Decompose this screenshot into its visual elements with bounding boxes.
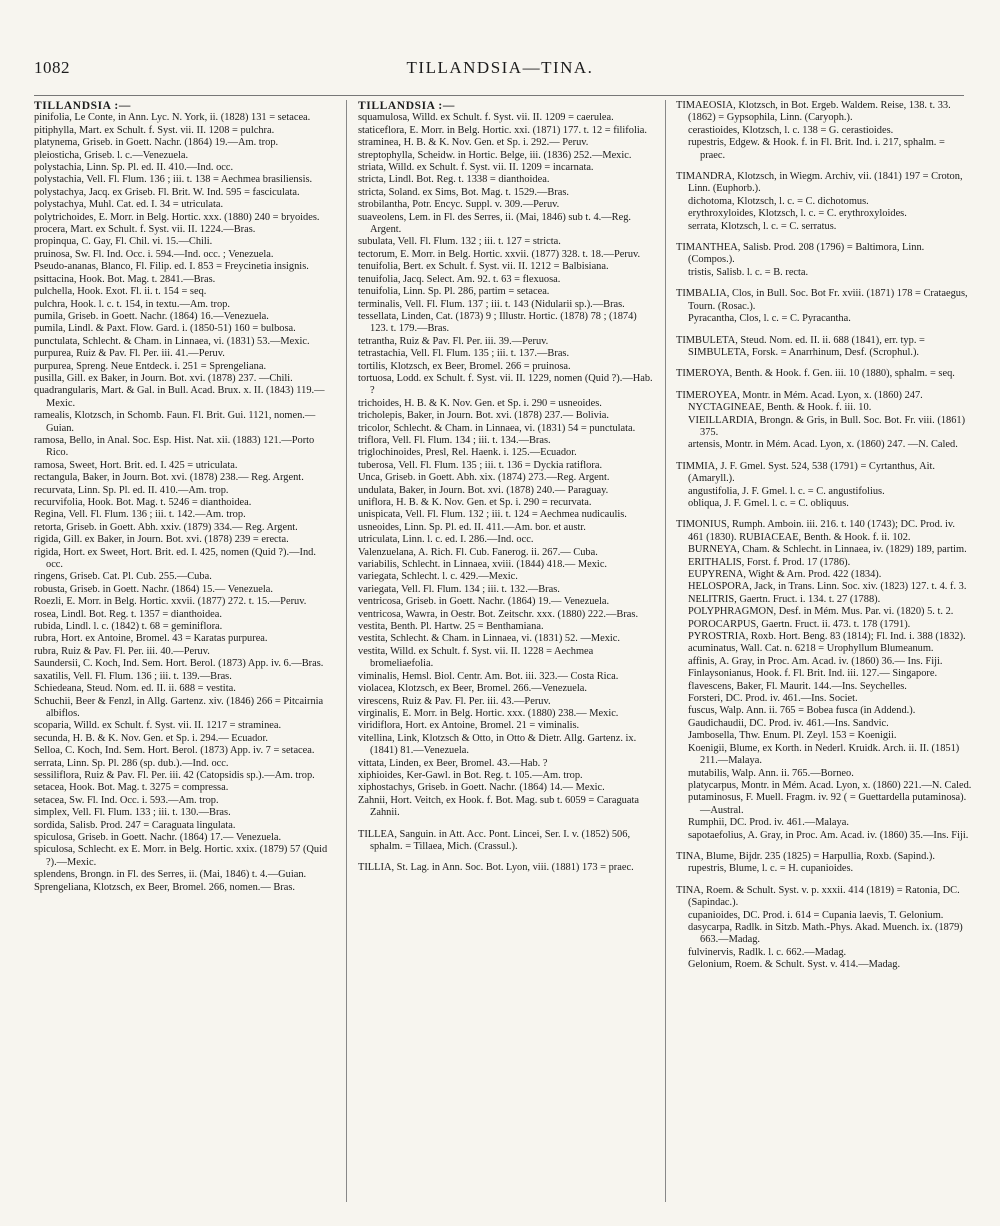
index-entry: Jambosella, Thw. Enum. Pl. Zeyl. 153 = Koenigii. xyxy=(688,730,897,742)
index-entry: dasycarpa, Radlk. in Sitzb. Math.-Phys. Akad. Muench. ix. (1879) 663.—Madag. xyxy=(688,921,963,946)
index-entry: xiphostachys, Griseb. in Goett. Nachr. (1864) 14.— Mexic. xyxy=(358,782,605,794)
index-entry: scoparia, Willd. ex Schult. f. Syst. vii. II. 1217 = straminea. xyxy=(34,720,282,732)
index-entry: stricta, Lindl. Bot. Reg. t. 1338 = dianthoidea. xyxy=(358,174,550,186)
index-entry: rigida, Gill. ex Baker, in Journ. Bot. xvi. (1878) 239 = erecta. xyxy=(34,534,289,546)
index-entry: spiculosa, Griseb. in Goett. Nachr. (1864) 17.— Venezuela. xyxy=(34,831,282,843)
index-entry: acuminatus, Wall. Cat. n. 6218 = Urophyllum Blumeanum. xyxy=(688,643,934,655)
index-entry: TILLIA, St. Lag. in Ann. Soc. Bot. Lyon, viii. (1881) 173 = praec. xyxy=(358,862,634,874)
index-entry: mutabilis, Walp. Ann. ii. 765.—Borneo. xyxy=(688,767,854,779)
index-entry: secunda, H. B. & K. Nov. Gen. et Sp. i. 294.— Ecuador. xyxy=(34,732,268,744)
index-entry: vittata, Linden, ex Beer, Bromel. 43.—Hab. ? xyxy=(358,757,548,769)
index-entry: purpurea, Spreng. Neue Entdeck. i. 251 = Sprengeliana. xyxy=(34,360,267,372)
column-divider xyxy=(346,100,347,1202)
genus-block xyxy=(358,829,654,854)
index-entry: triglochinoides, Presl, Rel. Haenk. i. 125.—Ecuador. xyxy=(358,447,577,459)
index-entry: recurvifolia, Hook. Bot. Mag. t. 5246 = dianthoidea. xyxy=(34,497,252,508)
index-entry: sapotaefolius, A. Gray, in Proc. Am. Acad. iv. (1860) 35.—Ins. Fiji. xyxy=(688,829,969,841)
header-rule xyxy=(34,95,964,96)
index-entry: psittacina, Hook. Bot. Mag. t. 2841.—Bras. xyxy=(34,273,216,285)
entry-list xyxy=(358,112,654,819)
index-entry: Pyracantha, Clos, l. c. = C. Pyracantha. xyxy=(688,313,851,325)
column-divider xyxy=(665,100,666,1202)
index-entry: xiphioides, Ker-Gawl. in Bot. Reg. t. 105.—Am. trop. xyxy=(358,769,583,781)
index-entry: angustifolia, J. F. Gmel. l. c. = C. angustifolius. xyxy=(688,485,885,497)
index-entry: striata, Willd. ex Schult. f. Syst. vii. II. 1209 = incarnata. xyxy=(358,162,594,174)
genus-block xyxy=(676,519,972,842)
index-entry: rubida, Lindl. l. c. (1842) t. 68 = geminiflora. xyxy=(34,621,223,633)
index-entry: tricolor, Schlecht. & Cham. in Linnaea, vi. (1831) 54 = punctulata. xyxy=(358,422,636,434)
index-entry: pulchra, Hook. l. c. t. 154, in textu.—Am. trop. xyxy=(34,298,230,310)
index-entry: rectangula, Baker, in Journ. Bot. xvi. (1878) 238.— Reg. Argent. xyxy=(34,472,304,484)
index-entry: Unca, Griseb. in Goett. Abh. xix. (1874) 273.—Reg. Argent. xyxy=(358,472,610,484)
genus-block xyxy=(676,390,972,452)
index-entry: pleiosticha, Griseb. l. c.—Venezuela. xyxy=(34,149,189,161)
index-entry: polystachya, Muhl. Cat. ed. I. 34 = utriculata. xyxy=(34,199,224,211)
index-entry: purpurea, Ruiz & Pav. Fl. Per. iii. 41.—Peruv. xyxy=(34,348,225,360)
index-entry: platycarpus, Montr. in Mém. Acad. Lyon, x. (1860) 221.—N. Caled. xyxy=(688,779,972,791)
index-entry: fulvinervis, Radlk. l. c. 662.—Madag. xyxy=(688,946,847,958)
index-entry: viridiflora, Hort. ex Antoine, Bromel. 21 = viminalis. xyxy=(358,720,580,732)
index-entry: pumila, Griseb. in Goett. Nachr. (1864) 16.—Venezuela. xyxy=(34,310,269,322)
column-middle xyxy=(358,100,654,1206)
index-entry: Regina, Vell. Fl. Flum. 136 ; iii. t. 142.—Am. trop. xyxy=(34,509,246,521)
index-entry: TIMAEOSIA, Klotzsch, in Bot. Ergeb. Waldem. Reise, 138. t. 33. (1862) = Gypsophila, Linn. (Caryoph.). xyxy=(676,100,951,124)
index-entry: ramosa, Bello, in Anal. Soc. Esp. Hist. Nat. xii. (1883) 121.—Porto Rico. xyxy=(34,434,315,459)
index-entry: Finlaysonianus, Hook. f. Fl. Brit. Ind. iii. 127.— Singapore. xyxy=(688,668,938,680)
index-entry: tenuifolia, Bert. ex Schult. f. Syst. vii. II. 1212 = Balbisiana. xyxy=(358,261,609,273)
index-entry: sordida, Salisb. Prod. 247 = Caraguata lingulata. xyxy=(34,819,236,831)
column-left xyxy=(34,100,334,1206)
index-entry: ramosa, Sweet, Hort. Brit. ed. I. 425 = utriculata. xyxy=(34,459,238,471)
index-entry: punctulata, Schlecht. & Cham. in Linnaea, vi. (1831) 53.—Mexic. xyxy=(34,335,310,347)
index-entry: platynema, Griseb. in Goett. Nachr. (1864) 19.—Am. trop. xyxy=(34,137,279,149)
index-entry: cupanioides, DC. Prod. i. 614 = Cupania laevis, T. Gelonium. xyxy=(688,909,944,921)
index-entry: POROCARPUS, Gaertn. Fruct. ii. 473. t. 178 (1791). xyxy=(688,618,911,630)
index-entry: violacea, Klotzsch, ex Beer, Bromel. 266.—Venezuela. xyxy=(358,683,587,695)
index-entry: Gelonium, Roem. & Schult. Syst. v. 414.—Madag. xyxy=(688,959,901,971)
index-entry: Selloa, C. Koch, Ind. Sem. Hort. Berol. (1873) App. iv. 7 = setacea. xyxy=(34,745,315,757)
index-entry: variabilis, Schlecht. in Linnaea, xviii. (1844) 418.— Mexic. xyxy=(358,559,608,571)
genus-block xyxy=(676,368,972,380)
index-entry: VIEILLARDIA, Brongn. & Gris, in Bull. Soc. Bot. Fr. viii. (1861) 375. xyxy=(688,414,966,438)
index-entry: rubra, Hort. ex Antoine, Bromel. 43 = Karatas purpurea. xyxy=(34,633,268,645)
index-entry: squamulosa, Willd. ex Schult. f. Syst. vii. II. 1209 = caerulea. xyxy=(358,112,614,124)
index-entry: tenuifolia, Jacq. Select. Am. 92. t. 63 = flexuosa. xyxy=(358,273,561,285)
index-entry: streptophylla, Scheidw. in Hortic. Belge, iii. (1836) 252.—Mexic. xyxy=(358,149,632,161)
index-entry: saxatilis, Vell. Fl. Flum. 136 ; iii. t. 139.—Bras. xyxy=(34,670,232,682)
index-entry: utriculata, Linn. l. c. ed. I. 286.—Ind. occ. xyxy=(358,534,534,546)
genus-groups xyxy=(676,100,972,972)
index-entry: TIMEROYA, Benth. & Hook. f. Gen. iii. 10 (1880), sphalm. = seq. xyxy=(676,368,955,380)
index-entry: rupestris, Edgew. & Hook. f. in Fl. Brit. Ind. i. 217, sphalm. = praec. xyxy=(688,137,945,161)
index-entry: HELOSPORA, Jack, in Trans. Linn. Soc. xiv. (1823) 127. t. 4. f. 3. xyxy=(688,581,967,593)
index-entry: flavescens, Baker, Fl. Maurit. 144.—Ins. Seychelles. xyxy=(688,680,907,692)
index-entry: tricholepis, Baker, in Journ. Bot. xvi. (1878) 237.— Bolivia. xyxy=(358,410,609,422)
index-entry: pinifolia, Le Conte, in Ann. Lyc. N. York, ii. (1828) 131 = setacea. xyxy=(34,112,311,124)
index-entry: tenuifolia, Linn. Sp. Pl. 286, partim = setacea. xyxy=(358,286,550,298)
genus-block xyxy=(676,851,972,876)
genus-block xyxy=(676,100,972,162)
index-entry: Forsteri, DC. Prod. iv. 461.—Ins. Societ. xyxy=(688,693,858,705)
column-right xyxy=(676,100,972,1206)
index-entry: vestita, Willd. ex Schult. f. Syst. vii. II. 1228 = Aechmea bromeliaefolia. xyxy=(358,645,594,670)
index-entry: pulchella, Hook. Exot. Fl. ii. t. 154 = seq. xyxy=(34,286,207,298)
index-entry: Rumphii, DC. Prod. iv. 461.—Malaya. xyxy=(688,817,849,829)
index-entry: tetrastachia, Vell. Fl. Flum. 135 ; iii. t. 137.—Bras. xyxy=(358,348,570,360)
index-entry: TILLEA, Sanguin. in Att. Acc. Pont. Lincei, Ser. I. v. (1852) 506, sphalm. = Tillaea, Mich. (Crassul.). xyxy=(358,828,631,852)
index-entry: vitellina, Link, Klotzsch & Otto, in Otto & Dietr. Allg. Gartenz. ix. (1841) 81.—Venezuela. xyxy=(358,732,637,757)
index-entry: NELITRIS, Gaertn. Fruct. i. 134. t. 27 (1788). xyxy=(688,593,881,605)
index-entry: rigida, Hort. ex Sweet, Hort. Brit. ed. I. 425, nomen (Quid ?).—Ind. occ. xyxy=(34,546,316,571)
index-entry: tetrantha, Ruiz & Pav. Fl. Per. iii. 39.—Peruv. xyxy=(358,335,549,347)
index-entry: retorta, Griseb. in Goett. Abh. xxiv. (1879) 334.— Reg. Argent. xyxy=(34,521,298,533)
index-entry: TINA, Blume, Bijdr. 235 (1825) = Harpullia, Roxb. (Sapind.). xyxy=(676,850,935,862)
index-entry: Schiedeana, Steud. Nom. ed. II. ii. 688 = vestita. xyxy=(34,683,236,695)
index-entry: polystachya, Jacq. ex Griseb. Fl. Brit. W. Ind. 595 = fasciculata. xyxy=(34,186,300,198)
index-entry: simplex, Vell. Fl. Flum. 133 ; iii. t. 130.—Bras. xyxy=(34,807,231,819)
index-entry: TIMEROYEA, Montr. in Mém. Acad. Lyon, x. (1860) 247. NYCTAGINEAE, Benth. & Hook. f. iii. 10. xyxy=(676,389,923,414)
index-entry: tortilis, Klotzsch, ex Beer, Bromel. 266 = pruinosa. xyxy=(358,360,571,372)
index-entry: rosea, Lindl. Bot. Reg. t. 1357 = dianthoidea. xyxy=(34,608,222,620)
index-entry: tristis, Salisb. l. c. = B. recta. xyxy=(688,266,809,278)
index-entry: variegata, Schlecht. l. c. 429.—Mexic. xyxy=(358,571,518,583)
index-entry: spiculosa, Schlecht. ex E. Morr. in Belg. Hortic. xxix. (1879) 57 (Quid ?).—Mexic. xyxy=(34,844,328,868)
index-entry: TIMANDRA, Klotzsch, in Wiegm. Archiv, vii. (1841) 197 = Croton, Linn. (Euphorb.). xyxy=(676,171,963,195)
index-entry: POLYPHRAGMON, Desf. in Mém. Mus. Par. vi. (1820) 5. t. 2. xyxy=(688,606,954,618)
index-entry: setacea, Hook. Bot. Mag. t. 3275 = compressa. xyxy=(34,782,229,794)
index-entry: Roezli, E. Morr. in Belg. Hortic. xxvii. (1877) 272. t. 15.—Peruv. xyxy=(34,596,307,608)
index-entry: Koenigii, Blume, ex Korth. in Nederl. Kruidk. Arch. ii. II. (1851) 211.—Malaya. xyxy=(688,742,960,767)
index-entry: straminea, H. B. & K. Nov. Gen. et Sp. i. 292.— Peruv. xyxy=(358,137,589,149)
index-entry: affinis, A. Gray, in Proc. Am. Acad. iv. (1860) 36.— Ins. Fiji. xyxy=(688,655,943,667)
index-entry: tectorum, E. Morr. in Belg. Hortic. xxvii. (1877) 328. t. 18.—Peruv. xyxy=(358,248,641,260)
index-entry: triflora, Vell. Fl. Flum. 134 ; iii. t. 134.—Bras. xyxy=(358,434,551,446)
index-entry: serrata, Linn. Sp. Pl. 286 (sp. dub.).—Ind. occ. xyxy=(34,757,229,769)
index-entry: unispicata, Vell. Fl. Flum. 132 ; iii. t. 124 = Aechmea nudicaulis. xyxy=(358,509,627,521)
index-entry: TINA, Roem. & Schult. Syst. v. p. xxxii. 414 (1819) = Ratonia, DC. (Sapindac.). xyxy=(676,884,960,909)
index-entry: erythroxyloides, Klotzsch, l. c. = C. erythroxyloides. xyxy=(688,208,907,220)
index-entry: propinqua, C. Gay, Fl. Chil. vi. 15.—Chili. xyxy=(34,236,213,248)
index-entry: cerastioides, Klotzsch, l. c. 138 = G. cerastioides. xyxy=(688,124,894,136)
index-entry: tortuosa, Lodd. ex Schult. f. Syst. vii. II. 1229, nomen (Quid ?).—Hab. ? xyxy=(358,372,653,397)
index-entry: undulata, Baker, in Journ. Bot. xvi. (1878) 240.— Paraguay. xyxy=(358,484,609,496)
index-entry: artensis, Montr. in Mém. Acad. Lyon, x. (1860) 247. —N. Caled. xyxy=(688,439,958,451)
index-entry: quadrangularis, Mart. & Gal. in Bull. Acad. Brux. x. II. (1843) 119.—Mexic. xyxy=(34,385,325,409)
index-entry: recurvata, Linn. Sp. Pl. ed. II. 410.—Am. trop. xyxy=(34,484,229,496)
index-entry: setacea, Sw. Fl. Ind. Occ. i. 593.—Am. trop. xyxy=(34,794,219,806)
index-entry: sessiliflora, Ruiz & Pav. Fl. Per. iii. 42 (Catopsidis sp.).—Am. trop. xyxy=(34,769,315,781)
index-entry: procera, Mart. ex Schult. f. Syst. vii. II. 1224.—Bras. xyxy=(34,224,256,236)
index-entry: Schuchii, Beer & Fenzl, in Allg. Gartenz. xiv. (1846) 266 = Pitcairnia albiflos. xyxy=(34,695,324,719)
index-entry: robusta, Griseb. in Goett. Nachr. (1864) 15.— Venezuela. xyxy=(34,583,274,595)
index-entry: usneoides, Linn. Sp. Pl. ed. II. 411.—Am. bor. et austr. xyxy=(358,521,586,533)
index-entry: suaveolens, Lem. in Fl. des Serres, ii. (Mai, 1846) sub t. 4.—Reg. Argent. xyxy=(358,211,632,236)
index-entry: Zahnii, Hort. Veitch, ex Hook. f. Bot. Mag. sub t. 6059 = Caraguata Zahnii. xyxy=(358,794,639,819)
index-entry: Sprengeliana, Klotzsch, ex Beer, Bromel. 266, nomen.— Bras. xyxy=(34,881,296,893)
index-entry: putaminosus, F. Muell. Fragm. iv. 92 ( = Guettardella putaminosa).—Austral. xyxy=(688,792,967,816)
genus-block xyxy=(676,885,972,972)
index-entry: ventricosa, Wawra, in Oestr. Bot. Zeitschr. xxx. (1880) 222.—Bras. xyxy=(358,608,639,620)
page-number: 1082 xyxy=(34,58,70,77)
genus-block xyxy=(676,242,972,279)
index-entry: Valenzuelana, A. Rich. Fl. Cub. Fanerog. ii. 267.— Cuba. xyxy=(358,546,598,558)
entry-list xyxy=(34,112,334,894)
index-entry: pumila, Lindl. & Paxt. Flow. Gard. i. (1850-51) 160 = bulbosa. xyxy=(34,323,296,335)
index-entry: viminalis, Hemsl. Biol. Centr. Am. Bot. iii. 323.— Costa Rica. xyxy=(358,670,619,682)
index-entry: strobilantha, Potr. Encyc. Suppl. v. 309.—Peruv. xyxy=(358,199,560,211)
genus-block xyxy=(676,335,972,360)
genus-block xyxy=(358,862,654,874)
index-entry: Pseudo-ananas, Blanco, Fl. Filip. ed. I. 853 = Freycinetia insignis. xyxy=(34,261,309,273)
index-entry: TIMBULETA, Steud. Nom. ed. II. ii. 688 (1841), err. typ. = SIMBULETA, Forsk. = Anarrhinum, Desf. (Scrophul.). xyxy=(676,334,925,358)
index-entry: vestita, Schlecht. & Cham. in Linnaea, vi. (1831) 52. —Mexic. xyxy=(358,633,621,645)
index-entry: TIMMIA, J. F. Gmel. Syst. 524, 538 (1791) = Cyrtanthus, Ait. (Amaryll.). xyxy=(676,460,936,485)
index-entry: splendens, Brongn. in Fl. des Serres, ii. (Mai, 1846) t. 4.—Guian. xyxy=(34,869,307,881)
index-entry: TIMBALIA, Clos, in Bull. Soc. Bot Fr. xviii. (1871) 178 = Crataegus, Tourn. (Rosac.). xyxy=(676,288,968,312)
genus-heading: TILLANDSIA :— xyxy=(34,100,131,112)
index-entry: TIMONIUS, Rumph. Amboin. iii. 216. t. 140 (1743); DC. Prod. iv. 461 (1830). RUBIACEAE, Benth. & Hook. f. ii. 102. xyxy=(676,519,956,543)
genus-entries-tail xyxy=(358,829,654,875)
index-entry: polytrichoides, E. Morr. in Belg. Hortic. xxx. (1880) 240 = bryoides. xyxy=(34,211,320,223)
index-entry: polystachia, Linn. Sp. Pl. ed. II. 410.—Ind. occ. xyxy=(34,162,234,174)
index-entry: pitiphylla, Mart. ex Schult. f. Syst. vii. II. 1208 = pulchra. xyxy=(34,124,275,136)
index-entry: terminalis, Vell. Fl. Flum. 137 ; iii. t. 143 (Nidularii sp.).—Bras. xyxy=(358,298,625,310)
index-entry: subulata, Vell. Fl. Flum. 132 ; iii. t. 127 = stricta. xyxy=(358,236,561,248)
genus-heading: TILLANDSIA :— xyxy=(358,100,455,112)
index-entry: vestita, Benth. Pl. Hartw. 25 = Benthamiana. xyxy=(358,621,544,633)
index-entry: rubra, Ruiz & Pav. Fl. Per. iii. 40.—Peruv. xyxy=(34,645,210,657)
index-entry: serrata, Klotzsch, l. c. = C. serratus. xyxy=(688,220,837,232)
index-entry: variegata, Vell. Fl. Flum. 134 ; iii. t. 132.—Bras. xyxy=(358,583,560,595)
index-entry: virginalis, E. Morr. in Belg. Hortic. xxx. (1880) 238.— Mexic. xyxy=(358,707,619,719)
index-entry: ringens, Griseb. Cat. Pl. Cub. 255.—Cuba. xyxy=(34,571,212,583)
genus-block xyxy=(676,288,972,325)
index-entry: tuberosa, Vell. Fl. Flum. 135 ; iii. t. 136 = Dyckia ratiflora. xyxy=(358,459,603,471)
index-entry: EUPYRENA, Wight & Arn. Prod. 422 (1834). xyxy=(688,569,882,580)
index-entry: stricta, Soland. ex Sims, Bot. Mag. t. 1529.—Bras. xyxy=(358,186,569,198)
genus-block xyxy=(676,461,972,511)
running-head: TILLANDSIA—TINA. xyxy=(406,58,594,77)
index-entry: BURNEYA, Cham. & Schlecht. in Linnaea, iv. (1829) 189, partim. xyxy=(688,544,967,556)
genus-block xyxy=(676,171,972,233)
index-entry: trichoides, H. B. & K. Nov. Gen. et Sp. i. 290 = usneoides. xyxy=(358,397,602,409)
index-entry: tessellata, Linden, Cat. (1873) 9 ; Illustr. Hortic. (1878) 78 ; (1874) 123. t. 179.—Bras. xyxy=(358,310,637,335)
index-entry: rupestris, Blume, l. c. = H. cupanioides. xyxy=(688,863,854,875)
index-entry: uniflora, H. B. & K. Nov. Gen. et Sp. i. 290 = recurvata. xyxy=(358,497,592,508)
index-entry: pruinosa, Sw. Fl. Ind. Occ. i. 594.—Ind. occ. ; Venezuela. xyxy=(34,248,274,260)
index-entry: PYROSTRIA, Roxb. Hort. Beng. 83 (1814); Fl. Ind. i. 388 (1832). xyxy=(688,631,966,643)
index-entry: TIMANTHEA, Salisb. Prod. 208 (1796) = Baltimora, Linn. (Compos.). xyxy=(676,242,925,266)
index-entry: obliqua, J. F. Gmel. l. c. = C. obliquus. xyxy=(688,497,849,509)
index-entry: virescens, Ruiz & Pav. Fl. Per. iii. 43.—Peruv. xyxy=(358,695,551,707)
index-entry: pusilla, Gill. ex Baker, in Journ. Bot. xvi. (1878) 237. —Chili. xyxy=(34,372,293,384)
index-entry: Gaudichaudii, DC. Prod. iv. 461.—Ins. Sandvic. xyxy=(688,717,889,729)
index-entry: staticeflora, E. Morr. in Belg. Hortic. xxi. (1871) 177. t. 12 = filifolia. xyxy=(358,124,647,136)
index-entry: fuscus, Walp. Ann. ii. 765 = Bobea fusca (in Addend.). xyxy=(688,705,916,717)
index-entry: dichotoma, Klotzsch, l. c. = C. dichotomus. xyxy=(688,195,869,207)
index-entry: ERITHALIS, Forst. f. Prod. 17 (1786). xyxy=(688,556,851,568)
index-entry: polystachia, Vell. Fl. Flum. 136 ; iii. t. 138 = Aechmea brasiliensis. xyxy=(34,174,313,186)
index-entry: ramealis, Klotzsch, in Schomb. Faun. Fl. Brit. Gui. 1121, nomen.—Guian. xyxy=(34,410,316,434)
index-entry: ventricosa, Griseb. in Goett. Nachr. (1864) 19.— Venezuela. xyxy=(358,596,610,608)
index-entry: Saundersii, C. Koch, Ind. Sem. Hort. Berol. (1873) App. iv. 6.—Bras. xyxy=(34,658,324,670)
